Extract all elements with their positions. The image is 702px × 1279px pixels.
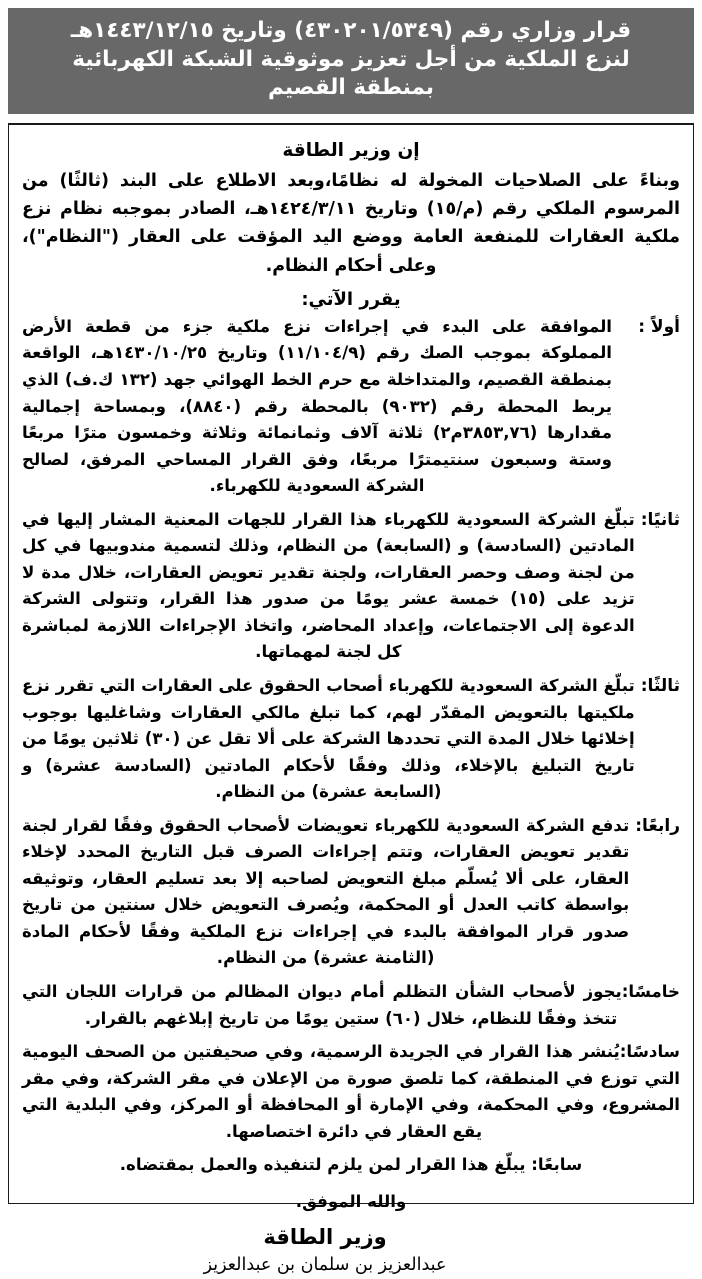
clause-row-seventh bbox=[22, 1152, 680, 1179]
decree-header-banner bbox=[8, 8, 694, 114]
closing-blessing: والله الموفق. bbox=[295, 1191, 407, 1211]
decree-number-and-date: قرار وزاري رقم (٤٣٠٢٠١/٥٣٤٩) وتاريخ ١٤٤٣/١٢/١٥هـ bbox=[70, 18, 632, 43]
decree-region-line: بمنطقة القصيم bbox=[268, 75, 434, 101]
clause-row-fifth bbox=[22, 979, 680, 1032]
signatory-title: وزير الطاقة bbox=[263, 1224, 387, 1249]
clause-text-first: الموافقة على البدء في إجراءات نزع ملكية جزء من قطعة الأرض المملوكة بموجب الصك رقم (١١/١٠٤/٩) وتاريخ ١٤٣٠/١٠/٢٥هـ، الواقعة بمنطقة القصيم، والمتداخلة مع حرم الخط الهوائي جهد (١٣٢ ك.ف) الذي يربط المحطة رقم (٩٠٣٢) بالمحطة رقم (٨٨٤٠)، وبمساحة إجمالية مقدارها (٣٨٥٣,٧٦م٢) ثلاثة آلاف وثمانمائة وثلاثة وخمسون مترًا مربعًا وستة وسبعون سنتيمترًا مربعًا، وفق القرار المساحي المرفق، لصالح الشركة السعودية للكهرباء. bbox=[22, 316, 612, 496]
preamble-paragraph: وبناءً على الصلاحيات المخولة له نظامًا،وبعد الاطلاع على البند (ثالثًا) من المرسوم الملكي رقم (م/١٥) وتاريخ ١٤٢٤/٣/١١هـ، الصادر بموجبه نظام نزع ملكية العقارات للمنفعة العامة ووضع اليد المؤقت على العقار ("النظام")، وعلى أحكام النظام. bbox=[22, 170, 680, 276]
clause-label-fifth: خامسًا: bbox=[621, 982, 680, 1002]
clause-text-third: تبلّغ الشركة السعودية للكهرباء أصحاب الحقوق على العقارات التي تقرر نزع ملكيتها بالتعويض المقدّر لهم، كما تبلغ مالكي العقارات وشاغليها بوجوب إخلائها خلال المدة التي تحددها الشركة على ألا تقل عن (٣٠) ثلاثين يومًا من تاريخ التبليغ بالإخلاء، وذلك وفقًا لأحكام المادتين (السادسة عشرة) و (السابعة عشرة) من النظام. bbox=[22, 676, 635, 802]
decree-body bbox=[8, 123, 694, 1276]
clause-label-first: أولاً : bbox=[638, 316, 680, 337]
decree-subject-line: لنزع الملكية من أجل تعزيز موثوقية الشبكة الكهربائية bbox=[72, 46, 630, 72]
clause-text-fourth: تدفع الشركة السعودية للكهرباء تعويضات لأصحاب الحقوق وفقًا لقرار لجنة تقدير تعويض العقارات، وتتم إجراءات الصرف قبل التاريخ المحدد لإخلاء العقار، على ألا يُسلّم مبلغ التعويض لصاحبه إلا بعد تسليم العقار، وتوثيقه بواسطة كاتب العدل أو المحكمة، ويُصرف التعويض خلال سنتين من تاريخ صدور قرار الموافقة بالبدء في إجراءات نزع الملكية وفقًا لأحكام المادة (الثامنة عشرة) من النظام. bbox=[22, 815, 630, 968]
clause-row bbox=[22, 507, 680, 666]
clause-label-fourth: رابعًا: bbox=[635, 815, 680, 836]
clause-text-second: تبلّغ الشركة السعودية للكهرباء هذا القرار للجهات المعنية المشار إليها في المادتين (السادسة) و (السابعة) من النظام، وذلك لتسمية مندوبيها في كل من لجنة وصف وحصر العقارات، ولجنة تقدير تعويض العقارات، خلال مدة لا تزيد على (١٥) خمسة عشر يومًا من صدور هذا القرار، وتتولى الشركة الدعوة إلى الاجتماعات، وإعداد المحاضر، واتخاذ الإجراءات اللازمة لمباشرة كل لجنة لمهماتها. bbox=[22, 509, 635, 662]
clause-row bbox=[22, 673, 680, 806]
clause-text-sixth: يُنشر هذا القرار في الجريدة الرسمية، وفي صحيفتين من الصحف اليومية التي توزع في المنطقة، كما تلصق صورة من الإعلان في مقر الشركة، وفي مقر المشروع، وفي المحكمة، وفي الإمارة أو المحافظة أو المركز، وفي البلدية التي يقع العقار في دائرة اختصاصها. bbox=[22, 1042, 680, 1141]
issuing-authority-title: إن وزير الطاقة bbox=[282, 139, 420, 161]
clause-row-sixth bbox=[22, 1039, 680, 1145]
clause-label-sixth: سادسًا: bbox=[619, 1042, 680, 1062]
clause-text-fifth: يجوز لأصحاب الشأن التظلم أمام ديوان المظالم من قرارات اللجان التي تتخذ وفقًا للنظام، خلال (٦٠) ستين يومًا من تاريخ إبلاغهم بالقرار. bbox=[22, 982, 622, 1028]
header-wrapper bbox=[0, 0, 702, 114]
clause-label-second: ثانيًا: bbox=[640, 509, 680, 530]
decides-label: يقرر الآتي: bbox=[301, 288, 401, 310]
clause-row bbox=[22, 314, 680, 500]
signatory-name: عبدالعزيز بن سلمان بن عبدالعزيز bbox=[203, 1255, 447, 1276]
clause-row bbox=[22, 813, 680, 972]
clause-text-seventh: يبلّغ هذا القرار لمن يلزم لتنفيذه والعمل بمقتضاه. bbox=[119, 1155, 526, 1175]
signature-block bbox=[22, 1223, 680, 1279]
clause-label-third: ثالثًا: bbox=[640, 676, 680, 697]
clause-label-seventh: سابعًا: bbox=[531, 1155, 583, 1175]
